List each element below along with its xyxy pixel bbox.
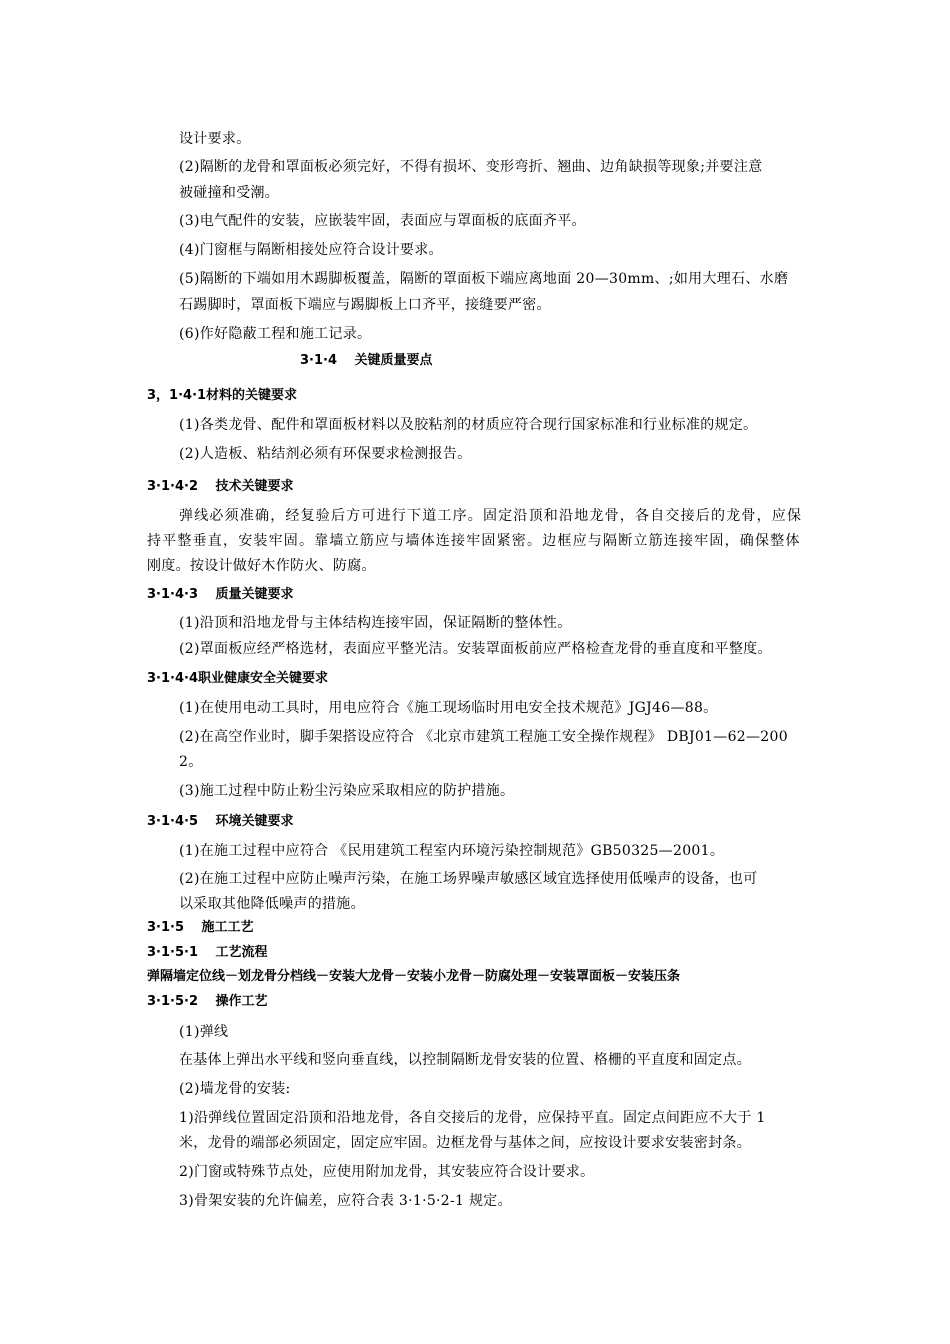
text-line: 持平整垂直，安装牢固。靠墙立筋应与墙体连接牢固紧密。边框应与隔断立筋连接牢固，确保整体	[147, 533, 801, 549]
subsection-heading: 3·1·4·5 环境关键要求	[147, 814, 294, 829]
text-line: 在基体上弹出水平线和竖向垂直线，以控制隔断龙骨安装的位置、格栅的平直度和固定点。	[179, 1052, 751, 1068]
text-line: (2)在施工过程中应防止噪声污染，在施工场界噪声敏感区域宜选择使用低噪声的设备，也可	[179, 871, 758, 887]
text-line: (2)墙龙骨的安装:	[179, 1081, 291, 1097]
text-line: 米，龙骨的端部必须固定，固定应牢固。边框龙骨与基体之间，应按设计要求安装密封条。	[179, 1135, 751, 1151]
section-heading: 3·1·4 关键质量要点	[300, 353, 433, 368]
text-line: (3)电气配件的安装，应嵌装牢固，表面应与罩面板的底面齐平。	[179, 213, 586, 229]
text-line: 2)门窗或特殊节点处，应使用附加龙骨，其安装应符合设计要求。	[179, 1164, 595, 1180]
text-line: 被碰撞和受潮。	[179, 185, 280, 201]
section-heading: 3·1·5 施工工艺	[147, 920, 254, 935]
text-line: 设计要求。	[179, 131, 251, 147]
subsection-heading: 3·1·4·4职业健康安全关键要求	[147, 671, 328, 686]
subsection-heading: 3，1·4·1材料的关键要求	[147, 388, 298, 403]
text-line: (2)罩面板应经严格选材，表面应平整光洁。安装罩面板前应严格检查龙骨的垂直度和平整度。	[179, 641, 772, 657]
text-line: (2)在高空作业时，脚手架搭设应符合 《北京市建筑工程施工安全操作规程》 DBJ01—62—200	[179, 729, 788, 745]
text-line: (1)沿顶和沿地龙骨与主体结构连接牢固，保证隔断的整体性。	[179, 615, 572, 631]
subsection-heading: 3·1·5·2 操作工艺	[147, 994, 268, 1009]
text-line: 1)沿弹线位置固定沿顶和沿地龙骨，各自交接后的龙骨，应保持平直。固定点间距应不大于 1	[179, 1110, 766, 1126]
text-line: (3)施工过程中防止粉尘污染应采取相应的防护措施。	[179, 783, 515, 799]
subsection-heading: 3·1·4·3 质量关键要求	[147, 587, 294, 602]
text-line: (2)人造板、粘结剂必须有环保要求检测报告。	[179, 446, 472, 462]
text-line: 3)骨架安装的允许偏差，应符合表 3·1·5·2-1 规定。	[179, 1193, 512, 1209]
text-line: 石踢脚时，罩面板下端应与踢脚板上口齐平，接缝要严密。	[179, 297, 551, 313]
text-line: 以采取其他降低噪声的措施。	[179, 896, 365, 912]
subsection-heading: 3·1·5·1 工艺流程	[147, 945, 268, 960]
text-line: (1)各类龙骨、配件和罩面板材料以及胶粘剂的材质应符合现行国家标准和行业标准的规定。	[179, 417, 758, 433]
subsection-heading: 3·1·4·2 技术关键要求	[147, 479, 294, 494]
text-line: 2。	[179, 754, 203, 770]
text-line: 弹线必须准确，经复验后方可进行下道工序。固定沿顶和沿地龙骨，各自交接后的龙骨，应保	[179, 508, 803, 524]
text-line: (1)弹线	[179, 1024, 229, 1040]
text-line: (5)隔断的下端如用木踢脚板覆盖，隔断的罩面板下端应离地面 20—30mm、;如用大理石、水磨	[179, 271, 789, 287]
text-line: 刚度。按设计做好木作防火、防腐。	[147, 558, 376, 574]
process-flow: 弹隔墙定位线－划龙骨分档线－安装大龙骨－安装小龙骨－防腐处理－安装罩面板－安装压条	[147, 969, 681, 984]
text-line: (6)作好隐蔽工程和施工记录。	[179, 326, 372, 342]
text-line: (2)隔断的龙骨和罩面板必须完好，不得有损坏、变形弯折、翘曲、边角缺损等现象;并要注意	[179, 159, 763, 175]
text-line: (4)门窗框与隔断相接处应符合设计要求。	[179, 242, 443, 258]
text-line: (1)在施工过程中应符合 《民用建筑工程室内环境污染控制规范》GB50325—2001。	[179, 843, 725, 859]
text-line: (1)在使用电动工具时，用电应符合《施工现场临时用电安全技术规范》JGJ46—88。	[179, 700, 718, 716]
